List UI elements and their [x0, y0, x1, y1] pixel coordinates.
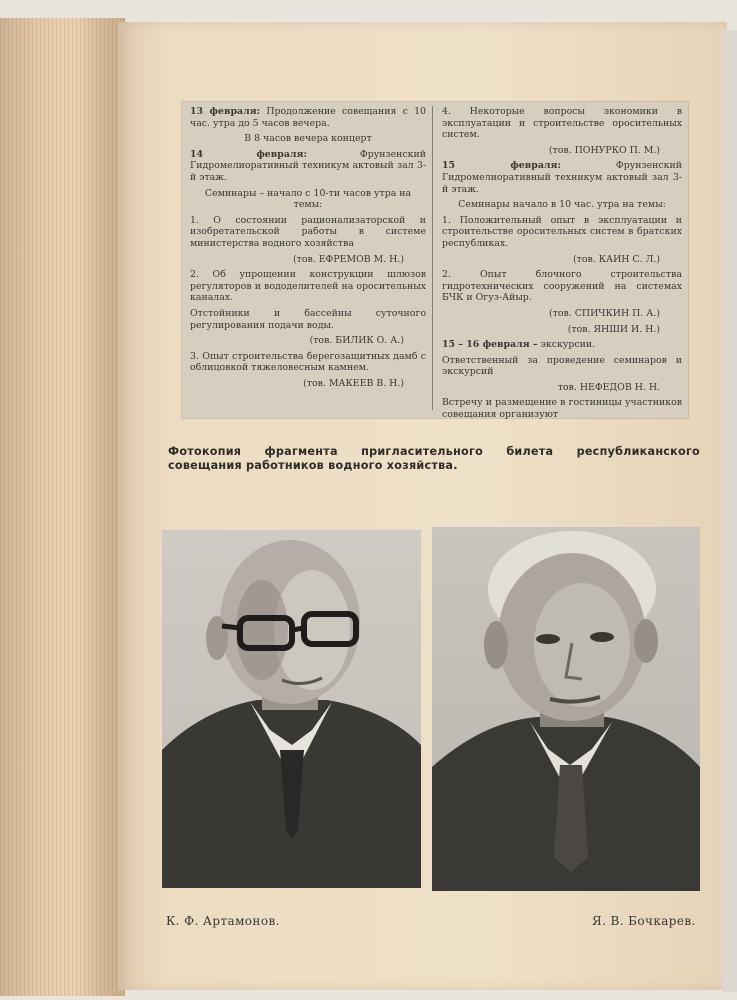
invitation-fragment [182, 102, 688, 421]
invitation-speaker: (тов. МАКЕЕВ В. Н.) [303, 377, 404, 389]
invitation-paragraph [190, 269, 426, 304]
invitation-right-column [442, 106, 682, 425]
invitation-paragraph [442, 339, 682, 351]
portrait-name-right: Я. В. Бочкарев. [592, 914, 696, 928]
invitation-paragraph [190, 106, 426, 129]
invitation-text: Ответственный за проведение семинаров и экскурсий [442, 354, 682, 378]
invitation-text: Отстойники и бассейны суточного регулирования подачи воды. [190, 307, 426, 331]
invitation-paragraph [190, 149, 426, 184]
portrait-name-left: К. Ф. Артамонов. [166, 914, 280, 928]
portrait-photo-bochkarev [432, 527, 700, 891]
invitation-text: 2. Опыт блочного строительства гидротехнических сооружений на системах БЧК и Огуз-Айыр. [442, 269, 682, 304]
invitation-line: Семинары – начало с 10-ти часов утра на темы: [204, 187, 412, 211]
invitation-speaker: (тов. КАИН С. Л.) [572, 253, 660, 265]
invitation-paragraph [190, 308, 426, 331]
invitation-text: 2. Об упрощении конструкции шлюзов регуляторов и вододелителей на оросительных каналах. [190, 269, 426, 304]
invitation-speaker: (тов. ПОНУРКО П. М.) [548, 144, 660, 156]
invitation-text: 3. Опыт строительства берегозащитных дамб с облицовкой тяжеловесным камнем. [190, 350, 426, 374]
invitation-paragraph [190, 215, 426, 250]
invitation-text: Встречу и размещение в гостиницы участников совещания организуют [442, 397, 682, 421]
book-page-edges [0, 18, 125, 996]
invitation-left-column [190, 106, 426, 393]
invitation-paragraph [442, 215, 682, 250]
invitation-speaker: (тов. БИЛИК О. А.) [309, 335, 404, 347]
invitation-speaker: (тов. СПИЧКИН П. А.) [549, 307, 660, 319]
invitation-text: Фрунзенский Гидромелиоративный техникум актовый зал 3-й этаж. [442, 160, 682, 195]
invitation-paragraph [442, 160, 682, 195]
invitation-paragraph [442, 106, 682, 141]
invitation-paragraph [190, 351, 426, 374]
page-gutter [722, 30, 737, 992]
invitation-date: 15 февраля: [442, 160, 561, 172]
invitation-text: экскурсии. [540, 339, 596, 351]
invitation-date: 14 февраля: [190, 148, 307, 160]
invitation-text: 1. О состоянии рационализаторской и изобретательской работы в системе министерства водного хозяйства [190, 214, 426, 249]
invitation-text: Продолжение совещания с 10 час. утра до 5 часов вечера. [190, 106, 426, 129]
invitation-speaker: тов. НЕФЕДОВ Н. Н. [557, 381, 660, 393]
invitation-date: 15 – 16 февраля – [442, 339, 538, 351]
invitation-speaker: (тов. ЕФРЕМОВ М. Н.) [292, 253, 404, 265]
figure-caption: Фотокопия фрагмента пригласительного билета республиканского совещания работников водного хозяйства. [168, 445, 700, 472]
invitation-paragraph [442, 355, 682, 378]
invitation-date: 13 февраля: [190, 106, 261, 117]
invitation-text: 1. Положительный опыт в эксплуатации и строительстве оросительных систем в братских республиках. [442, 214, 682, 249]
column-divider [432, 106, 433, 410]
invitation-paragraph [442, 397, 682, 420]
invitation-line: Семинары начало в 10 час. утра на темы: [458, 199, 666, 211]
invitation-speaker: (тов. ЯНШИ И. Н.) [567, 323, 660, 335]
invitation-text: 4. Некоторые вопросы экономики в эксплуатации и строительстве оросительных систем. [442, 106, 682, 141]
portrait-photo-artamonov [162, 530, 421, 888]
invitation-text: Фрунзенский Гидромелиоративный техникум актовый зал 3-й этаж. [190, 148, 426, 183]
invitation-line: В 8 часов вечера концерт [244, 133, 372, 145]
invitation-paragraph [442, 269, 682, 304]
